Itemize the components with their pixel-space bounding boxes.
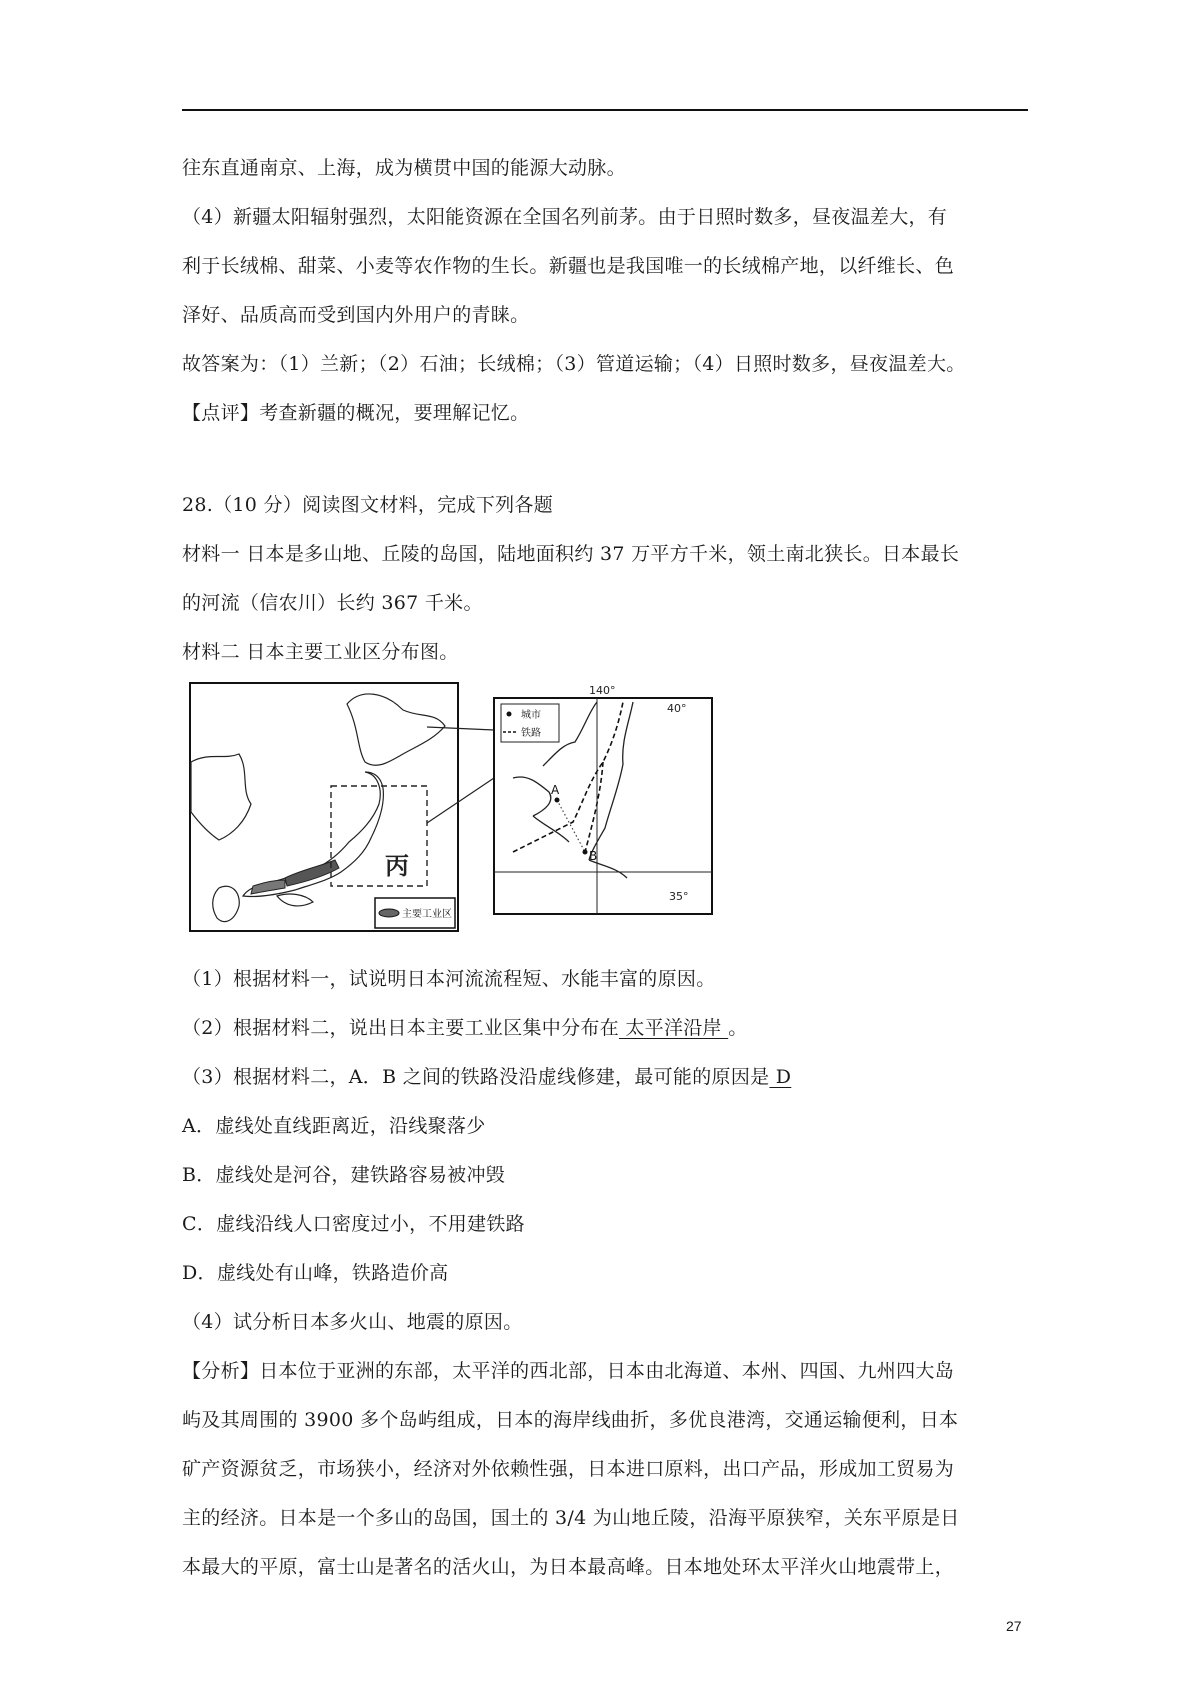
option-b: B．虚线处是河谷，建铁路容易被冲毁	[182, 1164, 506, 1186]
legend-city-label: 城市	[521, 710, 541, 721]
analysis-line: 主的经济。日本是一个多山的岛国，国土的 3/4 为山地丘陵，沿海平原狭窄，关东平原是日	[182, 1507, 960, 1529]
question-title: 28.（10 分）阅读图文材料，完成下列各题	[182, 494, 554, 516]
analysis-line: 屿及其周围的 3900 多个岛屿组成，日本的海岸线曲折，多优良港湾，交通运输便利，日本	[182, 1409, 959, 1431]
question-3-prefix: （3）根据材料二，A．B 之间的铁路没沿虚线修建，最可能的原因是	[182, 1066, 770, 1088]
header-rule	[182, 109, 1028, 111]
city-a-marker	[555, 798, 560, 803]
text-line: （4）新疆太阳辐射强烈，太阳能资源在全国名列前茅。由于日照时数多，昼夜温差大，有	[182, 206, 948, 228]
legend-industrial-label: 主要工业区	[402, 909, 452, 920]
latitude-top-label: 40°	[667, 702, 687, 715]
option-c: C．虚线沿线人口密度过小，不用建铁路	[182, 1213, 525, 1235]
material-one-cont: 的河流（信农川）长约 367 千米。	[182, 592, 483, 614]
question-3-answer: D	[769, 1066, 792, 1088]
industrial-zone-legend-icon	[379, 909, 399, 917]
option-d: D．虚线处有山峰，铁路造价高	[182, 1262, 449, 1284]
inset-detail-map	[493, 682, 713, 932]
question-4: （4）试分析日本多火山、地震的原因。	[182, 1311, 523, 1333]
material-one: 材料一 日本是多山地、丘陵的岛国，陆地面积约 37 万平方千米，领土南北狭长。日本最长	[182, 543, 960, 565]
analysis-line: 矿产资源贫乏，市场狭小，经济对外依赖性强，日本进口原料，出口产品，形成加工贸易为	[182, 1458, 955, 1480]
answer-line: 故答案为：（1）兰新；（2）石油；长绒棉；（3）管道运输；（4）日照时数多，昼夜温差大。	[182, 353, 966, 375]
option-a: A．虚线处直线距离近，沿线聚落少	[182, 1115, 486, 1137]
analysis-line: 本最大的平原，富士山是著名的活火山，为日本最高峰。日本地处环太平洋火山地震带上，	[182, 1556, 955, 1578]
connector-lines	[420, 720, 500, 860]
question-2-prefix: （2）根据材料二，说出日本主要工业区集中分布在	[182, 1017, 619, 1039]
text-line: 往东直通南京、上海，成为横贯中国的能源大动脉。	[182, 157, 626, 179]
japan-overview-map	[189, 682, 459, 932]
question-2	[182, 1015, 748, 1041]
legend-rail-label: 铁路	[521, 728, 541, 739]
longitude-label: 140°	[589, 684, 616, 697]
point-a-label: A	[551, 783, 560, 797]
question-3	[182, 1064, 791, 1090]
question-2-suffix: 。	[728, 1017, 748, 1039]
material-two: 材料二 日本主要工业区分布图。	[182, 641, 459, 663]
text-line: 利于长绒棉、甜菜、小麦等农作物的生长。新疆也是我国唯一的长绒棉产地，以纤维长、色	[182, 255, 955, 277]
comment-line: 【点评】考查新疆的概况，要理解记忆。	[182, 402, 530, 424]
latitude-bottom-label: 35°	[669, 890, 689, 903]
point-b-label: B	[589, 849, 598, 863]
analysis-line: 【分析】日本位于亚洲的东部，太平洋的西北部，日本由北海道、本州、四国、九州四大岛	[182, 1360, 955, 1382]
page-number: 27	[1006, 1618, 1022, 1634]
question-1: （1）根据材料一，试说明日本河流流程短、水能丰富的原因。	[182, 968, 716, 990]
region-mark: 丙	[385, 852, 409, 880]
question-2-answer: 太平洋沿岸	[619, 1017, 729, 1039]
city-b-marker	[583, 850, 588, 855]
city-legend-icon	[507, 712, 512, 717]
text-line: 泽好、品质高而受到国内外用户的青睐。	[182, 304, 530, 326]
